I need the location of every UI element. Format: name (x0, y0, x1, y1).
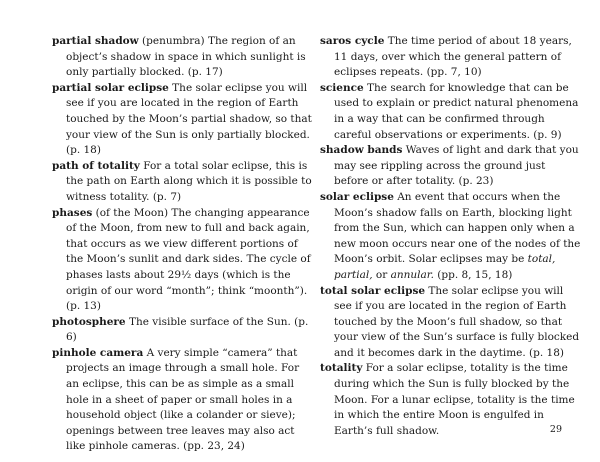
glossary-term: total solar eclipse (320, 284, 426, 297)
glossary-entry-science (320, 81, 582, 143)
glossary-definition: (of the Moon) The changing appearance of the Moon, from new to full and back again, that occurs as we view different portions of the Moon’s sunlit and dark sides. The cycle of phases lasts about 29½ days (which is the origin of our word “month”; think “moonth”). (p. 13) (66, 206, 311, 313)
glossary-definition: The visible surface of the Sun. (p. 6) (66, 315, 309, 344)
glossary-page-refs: (pp. 8, 15, 18) (433, 268, 513, 281)
glossary-definition: The search for knowledge that can be used to explain or predict natural phenomena in a way that can be confirmed through careful observations or experiments. (p. 9) (334, 81, 579, 141)
glossary-entry-photosphere (52, 315, 314, 346)
glossary-definition: Waves of light and dark that you may see rippling across the ground just before or after totality. (p. 23) (334, 144, 579, 188)
glossary-term: partial shadow (52, 35, 139, 47)
glossary-entry-totality (320, 361, 582, 439)
glossary-term: pinhole camera (52, 346, 144, 359)
glossary-entry-solar-eclipse (320, 190, 582, 284)
glossary-entry-total-solar-eclipse (320, 284, 582, 362)
glossary-term: saros cycle (320, 35, 385, 47)
glossary-italic-annular: annular. (390, 268, 434, 281)
glossary-entry-saros-cycle (320, 34, 582, 81)
glossary-column-right (320, 34, 582, 439)
glossary-entry-phases (52, 206, 314, 315)
glossary-term: totality (320, 362, 363, 375)
glossary-definition: A very simple “camera” that projects an image through a small hole. For an eclipse, this can be as simple as a small hole in a sheet of paper or small holes in a household object (like a colander or sieve); openings between tree leaves may also act like pinhole cameras. (pp. 23, 24) (66, 346, 300, 453)
glossary-entry-partial-solar-eclipse (52, 81, 314, 159)
glossary-definition: The solar eclipse you will see if you are located in the region of Earth touched by the Moon’s partial shadow, so that your view of the Sun is only partially blocked. (p. 18) (66, 81, 312, 157)
glossary-column-left (52, 34, 314, 455)
glossary-term: phases (52, 206, 93, 219)
glossary-italic-types: total, partial, (334, 253, 556, 281)
glossary-term: photosphere (52, 315, 126, 328)
glossary-term: path of totality (52, 159, 140, 172)
glossary-definition: The time period of about 18 years, 11 days, over which the general pattern of eclipses repeats. (pp. 7, 10) (334, 35, 572, 79)
glossary-definition: (penumbra) The region of an object’s shadow in space in which sunlight is only partially blocked. (p. 17) (66, 35, 306, 79)
glossary-definition: An event that occurs when the Moon’s shadow falls on Earth, blocking light from the Sun, which can happen only when a new moon occurs near one of the nodes of the Moon’s orbit. Solar eclipses may be (334, 190, 581, 266)
glossary-definition: For a solar eclipse, totality is the time during which the Sun is fully blocked by the Moon. For a lunar eclipse, totality is the time in which the entire Moon is engulfed in Earth’s full shadow. (334, 362, 575, 437)
glossary-term: partial solar eclipse (52, 81, 169, 94)
glossary-term: solar eclipse (320, 190, 394, 203)
glossary-definition: The solar eclipse you will see if you are located in the region of Earth touched by the Moon’s full shadow, so that your view of the Sun’s surface is fully blocked and it becomes dark in the daytime. (p. 18) (334, 284, 580, 359)
glossary-connector: or (372, 268, 391, 281)
glossary-term: science (320, 81, 364, 94)
glossary-term: shadow bands (320, 144, 403, 157)
glossary-entry-path-of-totality (52, 159, 314, 206)
glossary-entry-pinhole-camera (52, 346, 314, 455)
glossary-entry-partial-shadow (52, 34, 314, 81)
page-number: 29 (549, 424, 562, 435)
glossary-entry-shadow-bands (320, 143, 582, 190)
glossary-definition: For a total solar eclipse, this is the path on Earth along which it is possible to witness totality. (p. 7) (66, 159, 312, 203)
